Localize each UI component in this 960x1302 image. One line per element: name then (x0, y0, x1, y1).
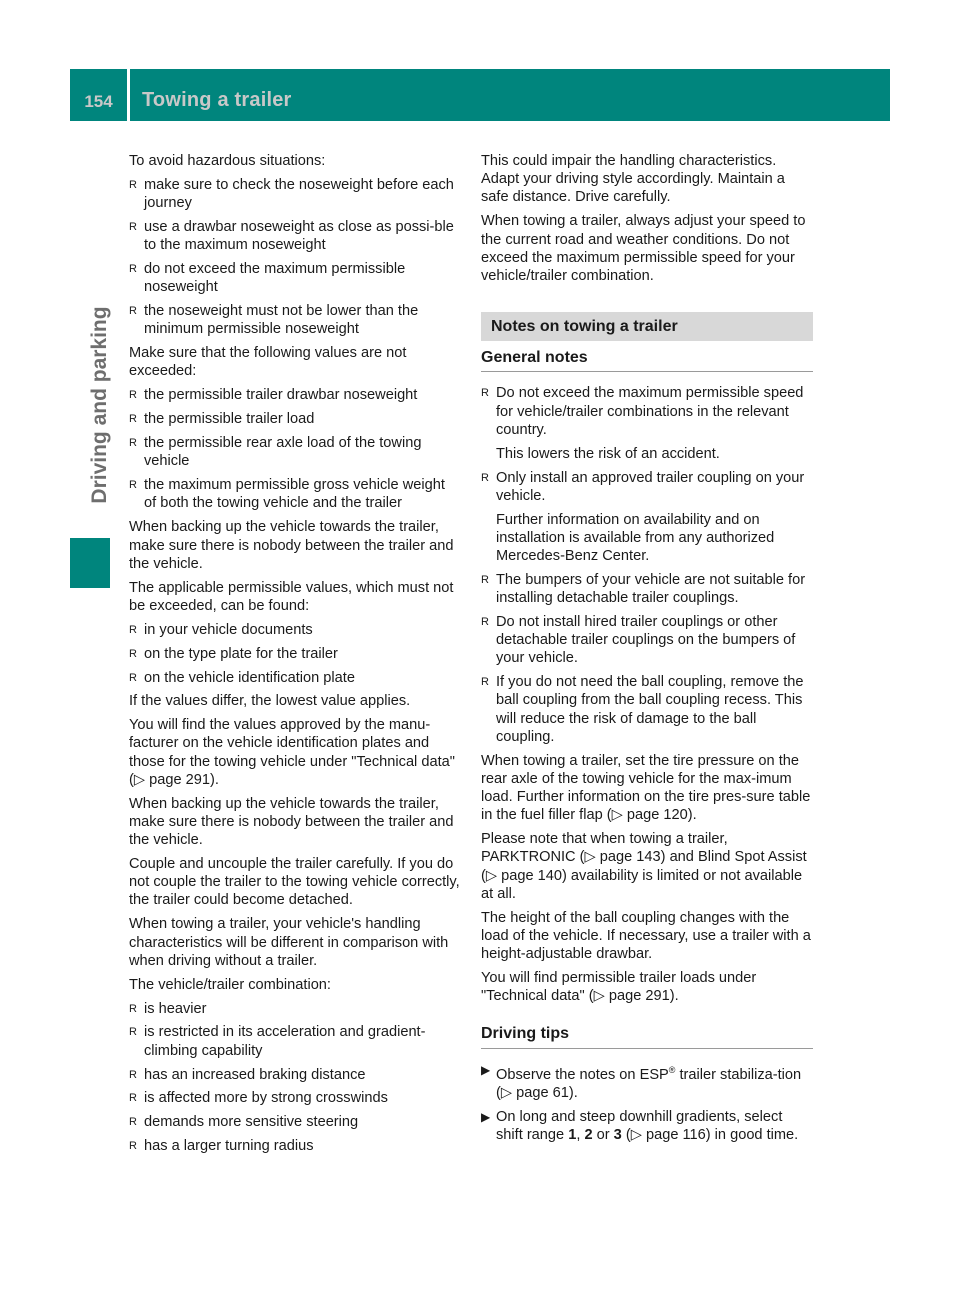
paragraph: When towing a trailer, set the tire pressure on the rear axle of the towing vehicle for the max-imum load. Further information on the tire pres-sure table in the fuel filler flap (▷ page 120). (481, 752, 811, 824)
bullet-icon: R (129, 479, 137, 492)
list-item: R the permissible trailer load (129, 411, 315, 428)
bullet-icon: R (129, 437, 137, 450)
list-item: R the maximum permissible gross vehicle weight of both the towing vehicle and the trailer (129, 477, 445, 512)
arrow-right-icon: ▶ (481, 1109, 491, 1124)
bullet-icon: R (129, 305, 137, 318)
page-number: 154 (84, 92, 113, 111)
bullet-icon: R (481, 471, 489, 484)
chapter-side-label (60, 300, 140, 510)
header-divider (127, 69, 130, 121)
paragraph: When backing up the vehicle towards the trailer, make sure there is nobody between the trailer and the vehicle. (129, 519, 454, 572)
list-item: R use a drawbar noseweight as close as possi-ble to the maximum noseweight (129, 218, 454, 254)
bullet-icon: R (129, 623, 137, 636)
bullet-icon: R (129, 178, 137, 191)
chapter-side-label-text: Driving and parking (88, 306, 111, 504)
list-item-note: This lowers the risk of an accident. (496, 445, 720, 462)
paragraph: You will find the values approved by the manu-facturer on the vehicle identification plates and those for the towing vehicle under "Technical data" (▷ page 291). (129, 717, 455, 788)
subsection-heading-general-notes: General notes (481, 349, 813, 372)
list-item: R do not exceed the maximum permissible noseweight (129, 261, 406, 296)
left-column (129, 152, 461, 1161)
list-item: R make sure to check the noseweight before each journey (129, 176, 454, 212)
list-item: R is restricted in its acceleration and gradient-climbing capability (129, 1024, 426, 1059)
instruction-step: ▶ On long and steep downhill gradients, select shift range 1, 2 or 3 (▷ page 116) in good time. (481, 1108, 799, 1143)
paragraph: Couple and uncouple the trailer carefully. If you do not couple the trailer to the towing vehicle correctly, the trailer could become detached. (129, 856, 460, 909)
bullet-icon: R (129, 263, 137, 276)
list-item: R on the vehicle identification plate (129, 669, 355, 686)
list-item: R is affected more by strong crosswinds (129, 1090, 388, 1107)
section-heading: Notes on towing a trailer (481, 312, 813, 341)
paragraph: You will find permissible trailer loads under "Technical data" (▷ page 291). (481, 970, 757, 1005)
bullet-icon: R (481, 676, 489, 689)
list-item: R If you do not need the ball coupling, remove the ball coupling from the ball coupling recess. This will reduce the risk of damage to the ball coupling. (481, 674, 804, 745)
paragraph: When backing up the vehicle towards the trailer, make sure there is nobody between the trailer and the vehicle. (129, 795, 454, 849)
bullet-icon: R (129, 671, 137, 684)
list-item: R demands more sensitive steering (129, 1114, 359, 1131)
paragraph: Make sure that the following values are not exceeded: (129, 345, 407, 380)
paragraph: When towing a trailer, your vehicle's handling characteristics will be different in comparison with when driving without a trailer. (129, 916, 449, 969)
subsection-heading-driving-tips: Driving tips (481, 1025, 813, 1048)
bullet-list (129, 176, 461, 339)
bullet-list (129, 621, 461, 687)
list-item: R Do not exceed the maximum permissible speed for vehicle/trailer combinations in the relevant country. This lowers the risk of an accident. (481, 384, 813, 463)
list-item: R the permissible rear axle load of the towing vehicle (129, 435, 422, 470)
bullet-icon: R (129, 220, 137, 233)
list-item: R the permissible trailer drawbar noseweight (129, 387, 418, 404)
arrow-right-icon: ▶ (481, 1062, 491, 1077)
bullet-list (129, 1000, 461, 1156)
bullet-icon: R (481, 387, 489, 400)
bullet-icon: R (129, 1068, 137, 1081)
bullet-icon: R (129, 1116, 137, 1129)
bullet-icon: R (129, 1026, 137, 1039)
page-title: Towing a trailer (142, 89, 292, 111)
bullet-icon: R (129, 1092, 137, 1105)
list-item: R in your vehicle documents (129, 621, 313, 638)
bullet-icon: R (129, 1140, 137, 1153)
list-item: R Only install an approved trailer coupling on your vehicle. Further information on availability and on installation is available from any authorized Mercedes-Benz Center. (481, 469, 813, 566)
list-item: R has an increased braking distance (129, 1066, 366, 1083)
bullet-icon: R (129, 1002, 137, 1015)
right-column (481, 152, 813, 1150)
paragraph: Please note that when towing a trailer, PARKTRONIC (▷ page 143) and Blind Spot Assist (▷ page 140) availability is limited or not available at all. (481, 831, 807, 902)
chapter-side-marker (70, 538, 110, 588)
instruction-step: ▶ Observe the notes on ESP® trailer stabiliza-tion (▷ page 61). (481, 1062, 802, 1101)
list-item: R Do not install hired trailer couplings or other detachable trailer couplings on the bumpers of your vehicle. (481, 613, 796, 667)
list-item: R the noseweight must not be lower than the minimum permissible noseweight (129, 303, 419, 338)
list-item: R is heavier (129, 1000, 207, 1017)
paragraph: This could impair the handling characteristics. Adapt your driving style accordingly. Maintain a safe distance. Drive carefully. (481, 153, 785, 206)
bullet-icon: R (481, 573, 489, 586)
paragraph: The applicable permissible values, which must not be exceeded, can be found: (129, 579, 454, 614)
list-item: R has a larger turning radius (129, 1138, 314, 1155)
list-item: R on the type plate for the trailer (129, 645, 338, 662)
bullet-icon: R (129, 413, 137, 426)
list-item-note: Further information on availability and on installation is available from any authorized Mercedes-Benz Center. (496, 511, 775, 564)
bullet-list (481, 384, 813, 746)
bullet-list (129, 386, 461, 512)
paragraph: The height of the ball coupling changes with the load of the vehicle. If necessary, use a trailer with a height-adjustable drawbar. (481, 909, 811, 963)
bullet-icon: R (129, 647, 137, 660)
paragraph: When towing a trailer, always adjust your speed to the current road and weather conditions. Do not exceed the maximum permissible speed for your vehicle/trailer combination. (481, 213, 806, 284)
bullet-icon: R (129, 389, 137, 402)
paragraph: To avoid hazardous situations: (129, 153, 326, 169)
paragraph: The vehicle/trailer combination: (129, 976, 331, 993)
paragraph: If the values differ, the lowest value applies. (129, 693, 411, 710)
list-item: R The bumpers of your vehicle are not suitable for installing detachable trailer couplings. (481, 571, 806, 607)
bullet-icon: R (481, 615, 489, 628)
